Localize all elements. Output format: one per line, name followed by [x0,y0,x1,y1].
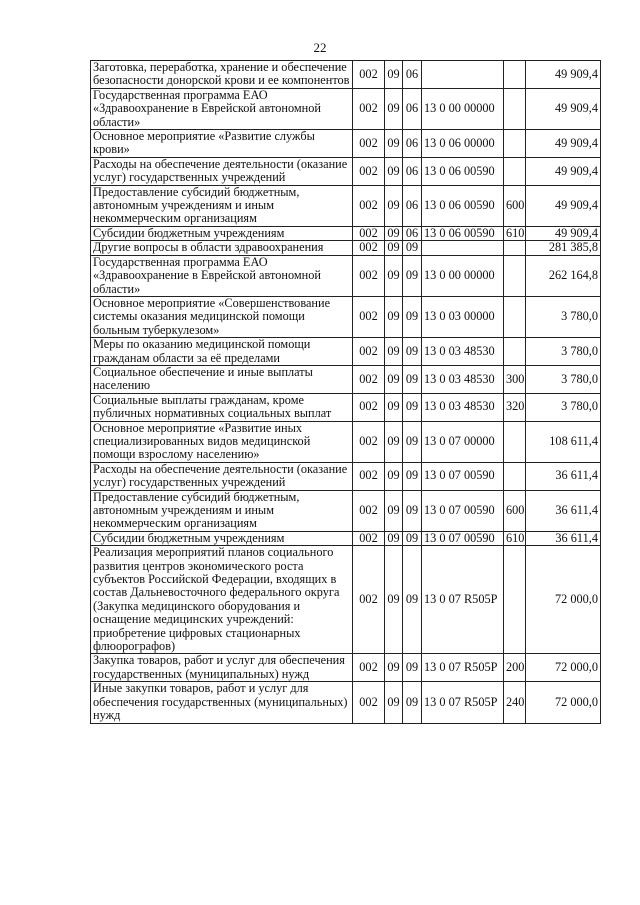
expense-type-code [504,296,526,337]
expense-type-code: 610 [504,531,526,545]
ministry-code: 002 [353,682,385,723]
item-name: Субсидии бюджетным учреждениям [91,226,353,240]
subsection-code: 06 [403,130,422,158]
ministry-code: 002 [353,88,385,129]
item-name: Иные закупки товаров, работ и услуг для обеспечения государственных (муниципальных) нужд [91,682,353,723]
target-article-code: 13 0 06 00590 [422,157,504,185]
table-row [91,365,601,393]
amount: 3 780,0 [526,393,601,421]
target-article-code: 13 0 00 00000 [422,255,504,296]
ministry-code: 002 [353,61,385,89]
subsection-code: 09 [403,421,422,462]
ministry-code: 002 [353,296,385,337]
amount: 72 000,0 [526,654,601,682]
expense-type-code [504,421,526,462]
expense-type-code: 240 [504,682,526,723]
table-row [91,421,601,462]
target-article-code: 13 0 06 00590 [422,226,504,240]
item-name: Социальное обеспечение и иные выплаты населению [91,365,353,393]
amount: 262 164,8 [526,255,601,296]
section-code: 09 [385,157,403,185]
amount: 36 611,4 [526,531,601,545]
subsection-code: 09 [403,338,422,366]
target-article-code: 13 0 07 00000 [422,421,504,462]
subsection-code: 06 [403,157,422,185]
section-code: 09 [385,296,403,337]
expense-type-code: 200 [504,654,526,682]
section-code: 09 [385,338,403,366]
section-code: 09 [385,462,403,490]
expense-type-code: 610 [504,226,526,240]
expense-type-code [504,241,526,255]
item-name: Предоставление субсидий бюджетным, автономным учреждениям и иным некоммерческим организациям [91,490,353,531]
amount: 72 000,0 [526,546,601,654]
target-article-code: 13 0 07 00590 [422,531,504,545]
table-row [91,338,601,366]
subsection-code: 09 [403,462,422,490]
subsection-code: 09 [403,365,422,393]
page-number: 22 [313,40,327,55]
section-code: 09 [385,682,403,723]
amount: 3 780,0 [526,365,601,393]
ministry-code: 002 [353,393,385,421]
amount: 49 909,4 [526,157,601,185]
table-row [91,296,601,337]
table-row [91,226,601,240]
table-row [91,88,601,129]
amount: 72 000,0 [526,682,601,723]
expense-type-code: 600 [504,185,526,226]
ministry-code: 002 [353,157,385,185]
section-code: 09 [385,393,403,421]
amount: 49 909,4 [526,130,601,158]
expense-type-code [504,157,526,185]
section-code: 09 [385,546,403,654]
target-article-code: 13 0 03 48530 [422,338,504,366]
item-name: Государственная программа ЕАО «Здравоохранение в Еврейской автономной области» [91,255,353,296]
amount: 36 611,4 [526,490,601,531]
target-article-code: 13 0 07 R505P [422,682,504,723]
item-name: Заготовка, переработка, хранение и обеспечение безопасности донорской крови и ее компонентов [91,61,353,89]
table-row [91,241,601,255]
table-row [91,157,601,185]
item-name: Предоставление субсидий бюджетным, автономным учреждениям и иным некоммерческим организациям [91,185,353,226]
table-row [91,185,601,226]
item-name: Меры по оказанию медицинской помощи гражданам области за её пределами [91,338,353,366]
subsection-code: 09 [403,546,422,654]
subsection-code: 09 [403,393,422,421]
amount: 49 909,4 [526,61,601,89]
item-name: Государственная программа ЕАО «Здравоохранение в Еврейской автономной области» [91,88,353,129]
ministry-code: 002 [353,185,385,226]
table-row [91,682,601,723]
target-article-code [422,61,504,89]
subsection-code: 06 [403,88,422,129]
section-code: 09 [385,61,403,89]
expense-type-code [504,61,526,89]
ministry-code: 002 [353,421,385,462]
expense-type-code: 600 [504,490,526,531]
budget-table [90,60,601,724]
target-article-code: 13 0 00 00000 [422,88,504,129]
section-code: 09 [385,88,403,129]
table-row [91,654,601,682]
expense-type-code [504,338,526,366]
expense-type-code [504,255,526,296]
table-row [91,255,601,296]
target-article-code: 13 0 07 00590 [422,462,504,490]
ministry-code: 002 [353,255,385,296]
target-article-code: 13 0 03 48530 [422,393,504,421]
table-row [91,531,601,545]
subsection-code: 09 [403,490,422,531]
subsection-code: 06 [403,185,422,226]
table-row [91,393,601,421]
section-code: 09 [385,490,403,531]
expense-type-code [504,130,526,158]
section-code: 09 [385,241,403,255]
expense-type-code: 300 [504,365,526,393]
section-code: 09 [385,185,403,226]
target-article-code: 13 0 07 00590 [422,490,504,531]
item-name: Реализация мероприятий планов социального развития центров экономического роста субъектов Российской Федерации, входящих в состав Дальневосточного федерального округа (Закупка медицинского оборудования и оснащение медицинских учреждений: приобретение цифровых стационарных флюорографов) [91,546,353,654]
table-row [91,462,601,490]
item-name: Расходы на обеспечение деятельности (оказание услуг) государственных учреждений [91,462,353,490]
expense-type-code [504,88,526,129]
item-name: Основное мероприятие «Совершенствование системы оказания медицинской помощи больным туберкулезом» [91,296,353,337]
table-row [91,61,601,89]
expense-type-code [504,546,526,654]
target-article-code: 13 0 07 R505P [422,546,504,654]
expense-type-code: 320 [504,393,526,421]
item-name: Основное мероприятие «Развитие иных специализированных видов медицинской помощи взрослому населению» [91,421,353,462]
expense-type-code [504,462,526,490]
section-code: 09 [385,226,403,240]
amount: 3 780,0 [526,296,601,337]
ministry-code: 002 [353,338,385,366]
ministry-code: 002 [353,226,385,240]
ministry-code: 002 [353,531,385,545]
amount: 49 909,4 [526,185,601,226]
item-name: Другие вопросы в области здравоохранения [91,241,353,255]
amount: 36 611,4 [526,462,601,490]
subsection-code: 09 [403,241,422,255]
target-article-code: 13 0 03 00000 [422,296,504,337]
table-row [91,490,601,531]
table-row [91,130,601,158]
amount: 49 909,4 [526,88,601,129]
section-code: 09 [385,365,403,393]
ministry-code: 002 [353,462,385,490]
target-article-code: 13 0 06 00000 [422,130,504,158]
amount: 3 780,0 [526,338,601,366]
item-name: Социальные выплаты гражданам, кроме публичных нормативных социальных выплат [91,393,353,421]
section-code: 09 [385,130,403,158]
ministry-code: 002 [353,365,385,393]
section-code: 09 [385,531,403,545]
item-name: Расходы на обеспечение деятельности (оказание услуг) государственных учреждений [91,157,353,185]
target-article-code: 13 0 07 R505P [422,654,504,682]
ministry-code: 002 [353,490,385,531]
ministry-code: 002 [353,654,385,682]
target-article-code: 13 0 06 00590 [422,185,504,226]
target-article-code: 13 0 03 48530 [422,365,504,393]
item-name: Субсидии бюджетным учреждениям [91,531,353,545]
target-article-code [422,241,504,255]
item-name: Закупка товаров, работ и услуг для обеспечения государственных (муниципальных) нужд [91,654,353,682]
item-name: Основное мероприятие «Развитие службы крови» [91,130,353,158]
section-code: 09 [385,255,403,296]
ministry-code: 002 [353,130,385,158]
amount: 49 909,4 [526,226,601,240]
subsection-code: 06 [403,226,422,240]
table-row [91,546,601,654]
section-code: 09 [385,421,403,462]
subsection-code: 09 [403,255,422,296]
ministry-code: 002 [353,241,385,255]
subsection-code: 09 [403,296,422,337]
subsection-code: 09 [403,654,422,682]
amount: 281 385,8 [526,241,601,255]
subsection-code: 09 [403,531,422,545]
subsection-code: 09 [403,682,422,723]
budget-table-body [91,61,601,724]
subsection-code: 06 [403,61,422,89]
section-code: 09 [385,654,403,682]
ministry-code: 002 [353,546,385,654]
amount: 108 611,4 [526,421,601,462]
